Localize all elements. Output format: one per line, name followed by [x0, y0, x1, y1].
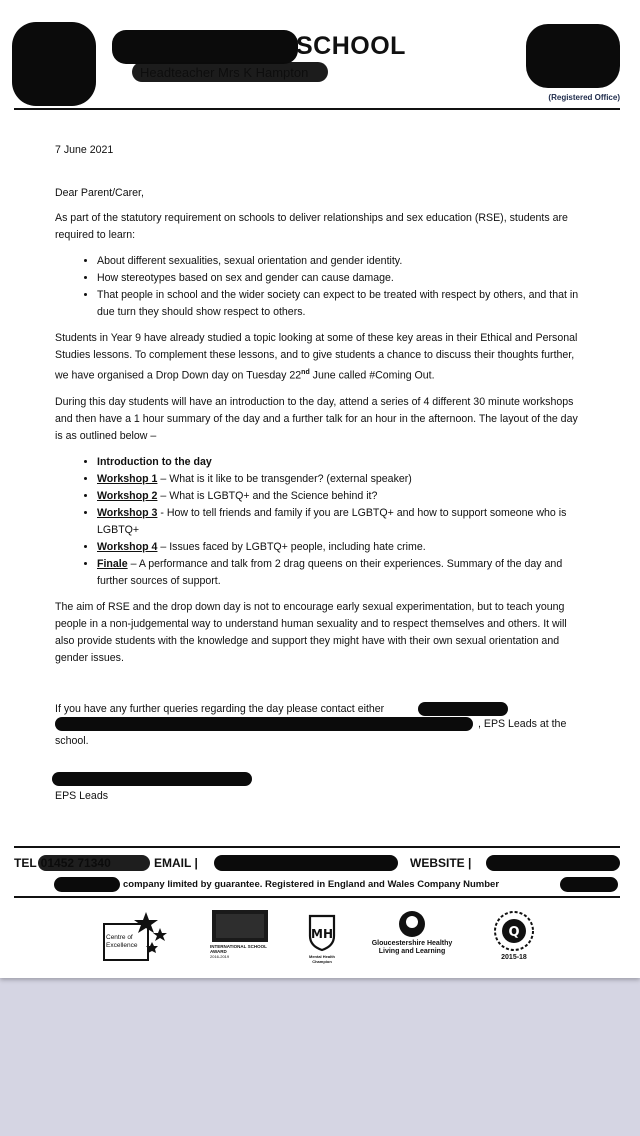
- list-item: • Workshop 1 – What is it like to be transgender? (external speaker): [97, 471, 580, 488]
- requirements-list: [55, 253, 580, 321]
- email-label: EMAIL |: [154, 856, 198, 870]
- tel-label: TEL: [14, 856, 37, 870]
- logo-international-school-award: [210, 910, 270, 968]
- list-item: • How stereotypes based on sex and gender can cause damage.: [97, 270, 580, 287]
- website-label: WEBSITE |: [410, 856, 472, 870]
- list-item: • That people in school and the wider society can expect to be treated with respect by others, and that in due turn they should show respect to others.: [97, 287, 580, 321]
- footer-rule-top: [14, 846, 620, 848]
- svg-text:Q: Q: [508, 925, 520, 940]
- list-item: • Workshop 4 – Issues faced by LGBTQ+ people, including hate crime.: [97, 539, 580, 556]
- redacted-website: [486, 855, 620, 871]
- list-item: • About different sexualities, sexual orientation and gender identity.: [97, 253, 580, 270]
- letter-date: 7 June 2021: [55, 144, 114, 156]
- logo-caption: Gloucestershire Healthy Living and Learning: [371, 940, 453, 955]
- gloucestershire-healthy-icon: [370, 910, 454, 938]
- logo-caption: 2015-18: [501, 954, 527, 961]
- redacted-crest: [12, 22, 96, 106]
- logo-mental-health: [302, 912, 342, 968]
- quality-mark-icon: [484, 910, 544, 952]
- international-school-award-icon: [210, 910, 270, 942]
- redacted-school-name: [112, 30, 298, 64]
- registered-office: (Registered Office): [548, 93, 620, 102]
- redacted-company-number: [560, 877, 618, 892]
- salutation: Dear Parent/Carer,: [55, 187, 144, 199]
- redacted-contact-names-2: [55, 717, 473, 731]
- redacted-company-name: [54, 877, 120, 892]
- logo-gloucestershire-healthy: [370, 910, 454, 968]
- day-overview-paragraph: During this day students will have an introduction to the day, attend a series of 4 different 30 minute workshops and then have a 1 hour summary of the day and a further talk for an hour in the afternoon. The layout of the day is as outlined below –: [55, 395, 578, 442]
- queries-line: If you have any further queries regarding the day please contact either: [55, 703, 385, 715]
- aim-paragraph: The aim of RSE and the drop down day is not to encourage early sexual experimentation, but to teach young people in a non-judgemental way to understand human sexuality and to respect themselves and others. It will also provide students with the knowledge and support they might have with their own sexual orientation and gender issues.: [55, 600, 567, 664]
- redacted-signature: [52, 772, 252, 786]
- redacted-contact-names: [418, 702, 508, 716]
- logo-centre-of-excellence: [100, 910, 172, 966]
- school-name: SCHOOL: [296, 32, 406, 60]
- logo-caption: INTERNATIONAL SCHOOL AWARD: [210, 944, 267, 954]
- company-registration-line: company limited by guarantee. Registered in England and Wales Company Number: [123, 879, 500, 890]
- list-item: • Finale – A performance and talk from 2 drag queens on their experiences. Summary of the day and further sources of support.: [97, 556, 580, 590]
- logo-caption: Centre of Excellence: [106, 934, 138, 949]
- svg-text:MH: MH: [311, 927, 333, 941]
- redacted-phone: [38, 855, 150, 871]
- list-item: • Workshop 2 – What is LGBTQ+ and the Science behind it?: [97, 488, 580, 505]
- letter-body: [55, 142, 580, 676]
- redacted-email: [214, 855, 398, 871]
- mental-health-champion-icon: [302, 912, 342, 952]
- queries-line-school: school.: [55, 735, 89, 747]
- logo-years: 2016-2019: [210, 954, 230, 959]
- list-item: • Introduction to the day: [97, 454, 580, 471]
- intro-paragraph: As part of the statutory requirement on schools to deliver relationships and sex education (RSE), students are required to learn:: [55, 212, 568, 241]
- footer-rule-bottom: [14, 896, 620, 898]
- redacted-headteacher: [132, 62, 328, 82]
- schedule-list: [55, 454, 580, 590]
- year9-paragraph: Students in Year 9 have already studied a topic looking at some of these key areas in their Ethical and Personal Studies lessons. To complement these lessons, and to give students a chance to discuss their thoughts further, we have organised a Drop Down day on Tuesday 22nd June called #Coming Out.: [55, 332, 578, 382]
- redacted-logo-right: [526, 24, 620, 88]
- logo-quality-mark: [484, 910, 544, 968]
- signoff: EPS Leads: [55, 790, 109, 802]
- queries-line-end: , EPS Leads at the: [478, 718, 567, 730]
- logo-caption: Mental Health Champion: [308, 954, 335, 964]
- list-item: • Workshop 3 - How to tell friends and family if you are LGBTQ+ and how to support someone who is LGBTQ+: [97, 505, 580, 539]
- header-rule: [14, 108, 620, 110]
